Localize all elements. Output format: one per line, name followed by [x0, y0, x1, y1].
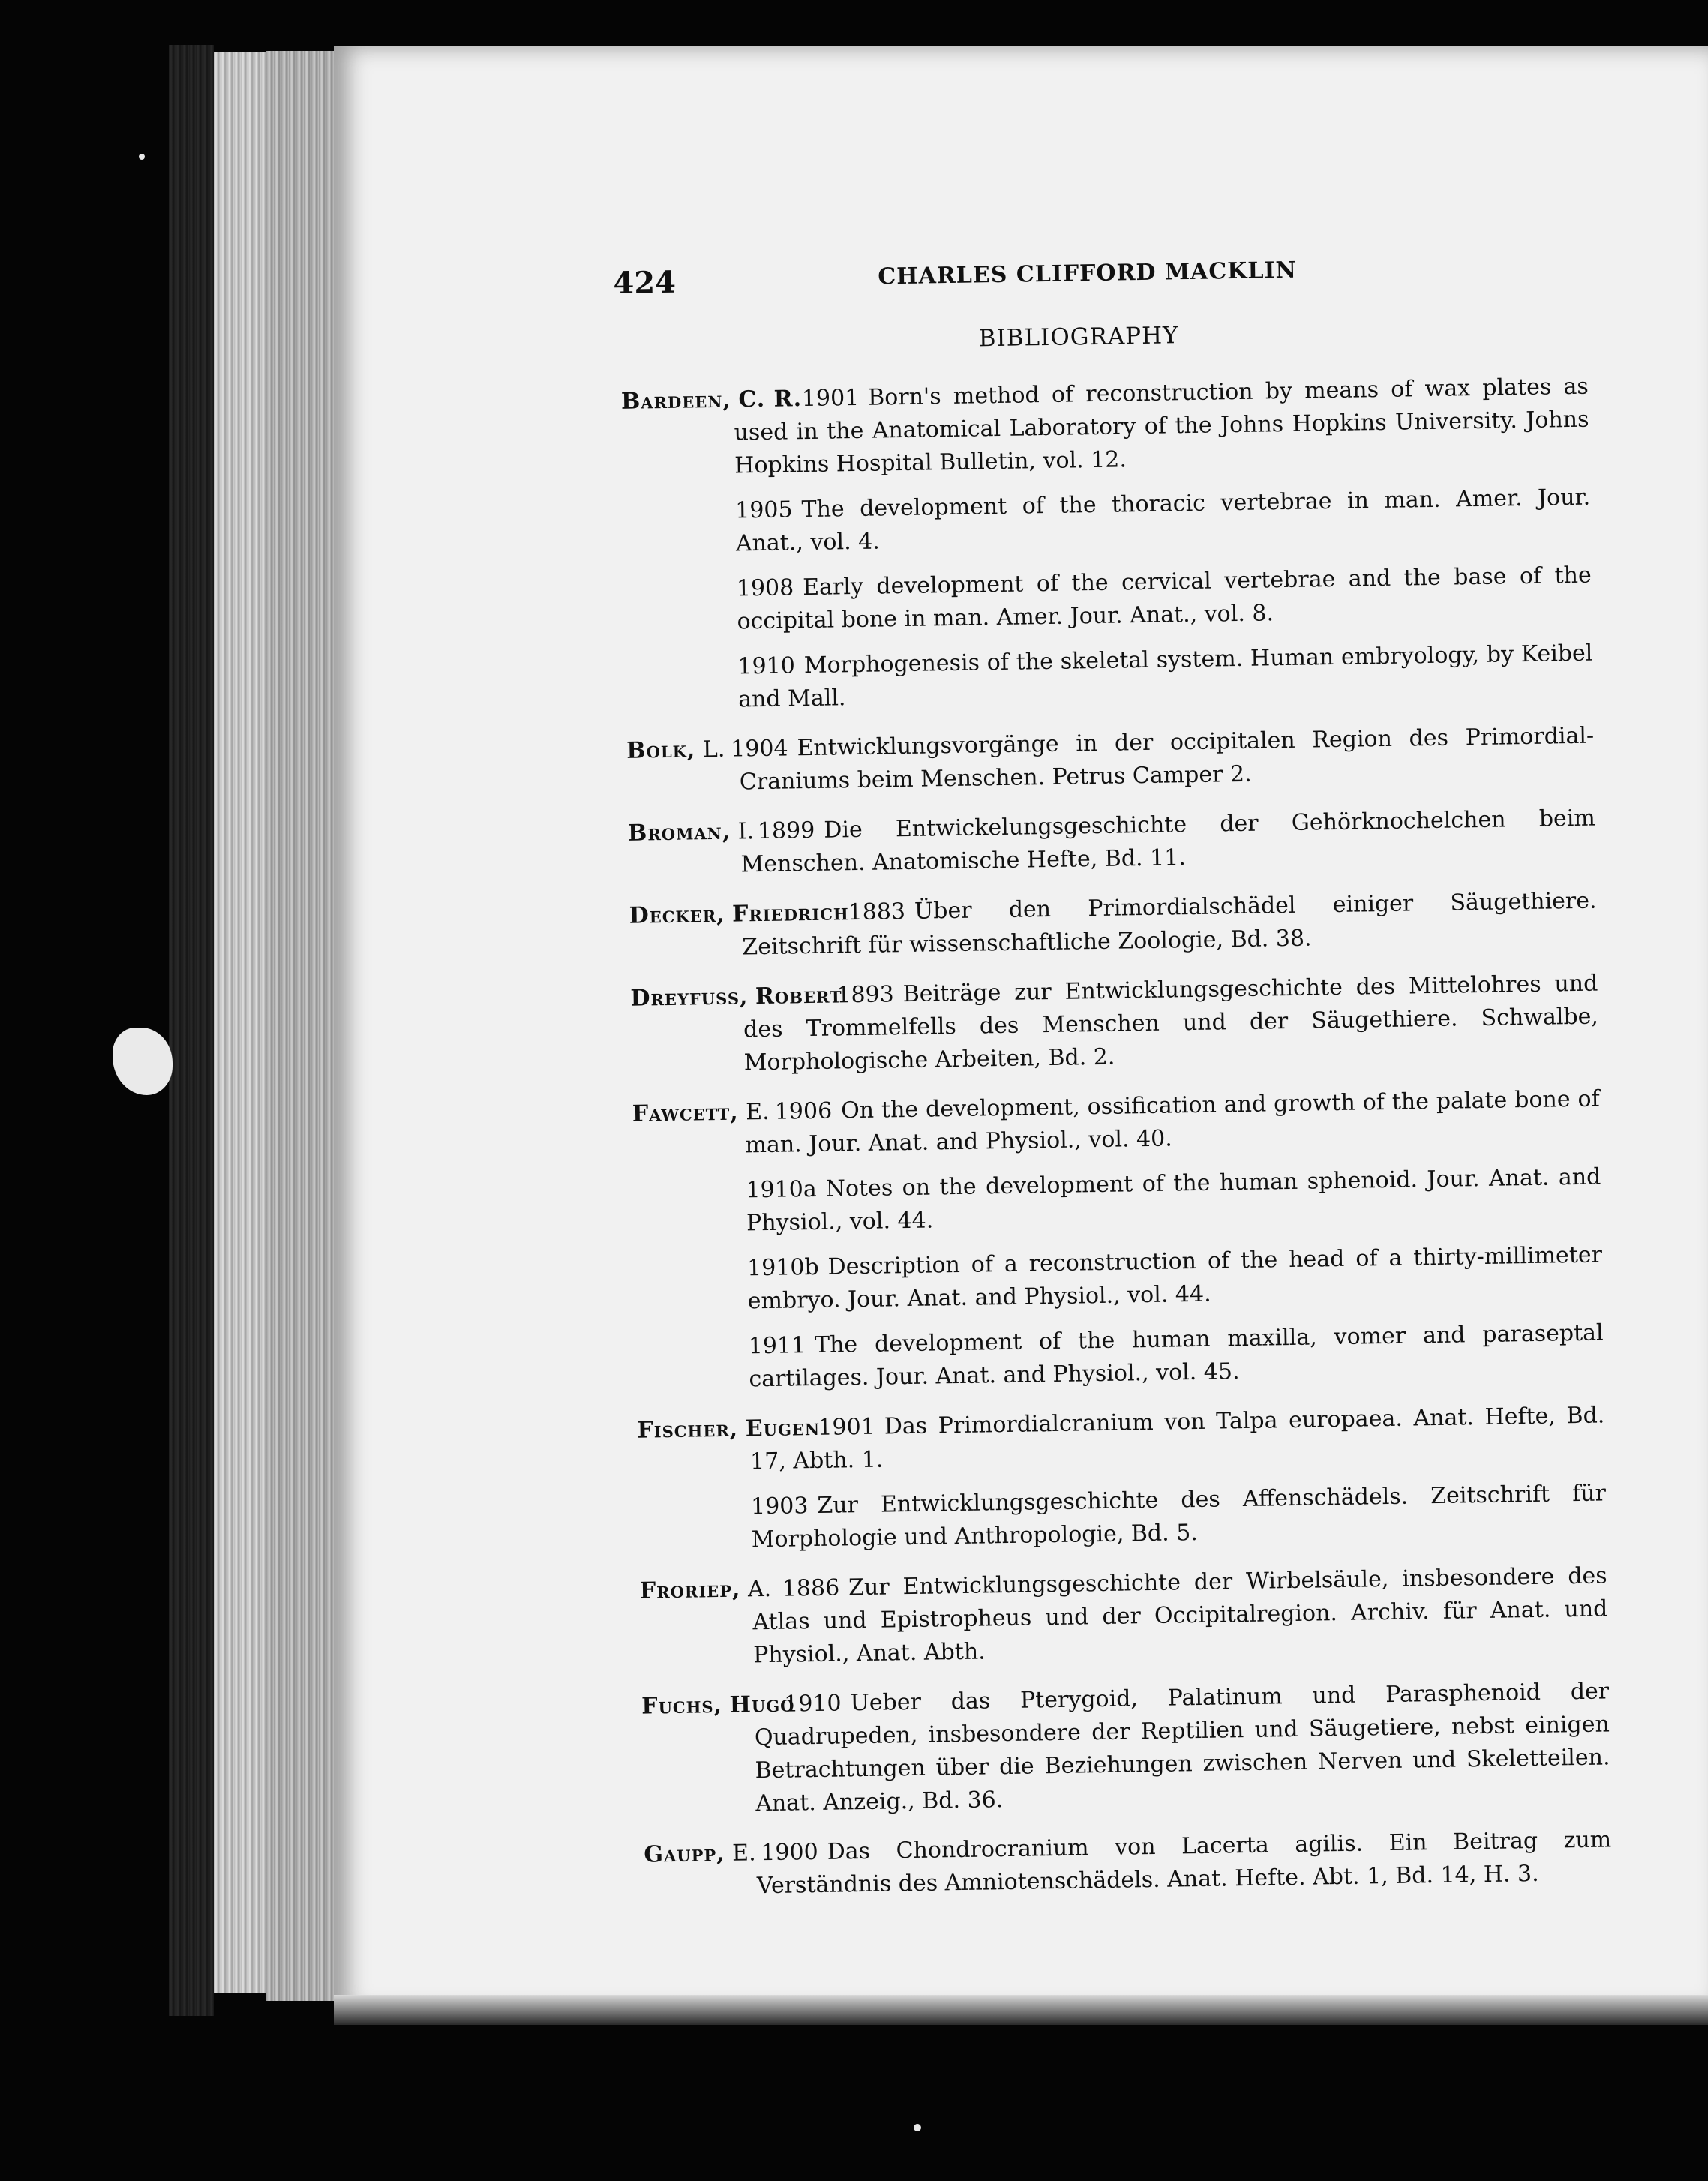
- work-year: 1905: [734, 496, 793, 524]
- author-given-name: C. R.: [738, 386, 803, 413]
- bibliography-entry: [621, 370, 1594, 718]
- bibliography-entry: [637, 1399, 1607, 1558]
- work-citation: The development of the human maxilla, vomer and paraseptal cartilages. Jour. Anat. and Physiol., vol. 45.: [749, 1319, 1604, 1393]
- bibliography-entry: [641, 1675, 1611, 1822]
- bibliography-entry: [628, 802, 1596, 884]
- author-given-name: L.: [702, 736, 725, 764]
- author-surname: Fawcett,: [632, 1099, 739, 1127]
- work-year: 1910: [783, 1690, 842, 1718]
- page-number: 424: [613, 264, 677, 302]
- bibliography-work: [625, 638, 1593, 718]
- work-citation: Notes on the development of the human sphenoid. Jour. Anat. and Physiol., vol. 44.: [746, 1163, 1601, 1237]
- entry-author-block: [629, 896, 849, 933]
- bibliography-entry: [630, 968, 1599, 1082]
- work-citation: Das Chondrocranium von Lacerta agilis. Ein Beitrag zum Verständnis des Amniotenschädels. Anat. Hefte. Abt. 1, Bd. 14, H. 3.: [756, 1826, 1612, 1900]
- work-year: 1903: [750, 1492, 809, 1520]
- author-given-name: I.: [737, 818, 755, 845]
- work-citation: The development of the thoracic vertebrae in man. Amer. Jour. Anat., vol. 4.: [735, 484, 1591, 557]
- work-year: 1910a: [746, 1175, 817, 1204]
- author-given-name: E.: [745, 1098, 770, 1126]
- work-citation: Beiträge zur Entwicklungsgeschichte des Mittelohres und des Trommelfells des Menschen und der Säugethiere. Schwalbe, Morphologische Arbeiten, Bd. 2.: [743, 970, 1599, 1076]
- entry-author-block: [632, 1096, 770, 1131]
- work-citation: Die Entwickelungsgeschichte der Gehörknochelchen beim Menschen. Anatomische Hefte, Bd. 11.: [740, 805, 1596, 878]
- bibliography-work: [632, 1083, 1601, 1164]
- bibliography-entry: [639, 1559, 1608, 1673]
- work-citation: Entwicklungsvorgänge in der occipitalen Region des Primordial-Craniums beim Menschen. Petrus Camper 2.: [739, 722, 1595, 796]
- bibliography-work: [639, 1559, 1608, 1673]
- work-year: 1910: [737, 652, 796, 680]
- work-citation: Ueber das Pterygoid, Palatinum und Parasphenoid der Quadrupeden, insbesondere der Reptilien und Säugetiere, nebst einigen Betrachtungen über die Beziehungen zwischen Nerven und Skeletteilen. Anat. Anzeig., Bd. 36.: [754, 1678, 1610, 1817]
- bibliography-list: [621, 370, 1613, 1922]
- bibliography-work: [638, 1477, 1607, 1558]
- author-given-name: A.: [747, 1575, 772, 1603]
- work-citation: Zur Entwicklungsgeschichte der Wirbelsäule, insbesondere des Atlas und Epistropheus und der Occipitalregion. Archiv. für Anat. und Physiol., Anat. Abth.: [752, 1562, 1608, 1669]
- entry-author-block: [644, 1837, 756, 1871]
- bibliography-work: [635, 1238, 1603, 1319]
- author-surname: Bardeen,: [620, 386, 732, 415]
- bibliography-work: [635, 1316, 1604, 1397]
- bibliography-work: [633, 1161, 1601, 1242]
- bibliography-work: [623, 482, 1591, 562]
- work-citation: Born's method of reconstruction by means of wax plates as used in the Anatomical Laboratory of the Johns Hopkins University. Johns Hopkins Hospital Bulletin, vol. 12.: [734, 373, 1589, 479]
- work-citation: Über den Primordialschädel einiger Säugethiere. Zeitschrift für wissenschaftliche Zoologie, Bd. 38.: [742, 887, 1597, 961]
- work-year: 1900: [761, 1839, 818, 1867]
- author-surname: Gaupp,: [644, 1840, 725, 1868]
- entry-author-block: [626, 734, 725, 768]
- work-year: 1908: [736, 574, 794, 602]
- work-year: 1906: [774, 1097, 833, 1125]
- work-citation: On the development, ossification and growth of the palate bone of man. Jour. Anat. and Physiol., vol. 40.: [745, 1085, 1600, 1159]
- work-year: 1911: [748, 1332, 806, 1360]
- entry-author-block: [628, 815, 755, 850]
- work-year: 1904: [730, 735, 788, 763]
- bibliography-work: [644, 1823, 1612, 1904]
- bibliography-entry: [644, 1823, 1612, 1904]
- author-given-name: Hugo: [729, 1690, 795, 1718]
- work-citation: Early development of the cervical vertebrae and the base of the occipital bone in man. Amer. Jour. Anat., vol. 8.: [737, 562, 1592, 635]
- work-year: 1899: [757, 817, 815, 845]
- work-year: 1901: [818, 1413, 876, 1441]
- running-head: CHARLES CLIFFORD MACKLIN: [878, 256, 1298, 290]
- entry-author-block: [641, 1688, 795, 1723]
- work-citation: Morphogenesis of the skeletal system. Human embryology, by Keibel and Mall.: [737, 640, 1593, 713]
- work-citation: Zur Entwicklungsgeschichte des Affenschädels. Zeitschrift für Morphologie und Anthropologie, Bd. 5.: [751, 1480, 1607, 1553]
- work-year: 1910b: [746, 1253, 819, 1282]
- work-year: 1901: [801, 384, 860, 412]
- work-citation: Das Primordialcranium von Talpa europaea. Anat. Hefte, Bd. 17, Abth. 1.: [749, 1402, 1605, 1475]
- bibliography-entry: [632, 1083, 1604, 1398]
- work-year: 1893: [836, 981, 895, 1009]
- author-given-name: Friedrich: [731, 899, 849, 928]
- author-given-name: Eugen: [745, 1414, 821, 1442]
- author-surname: Fischer,: [637, 1415, 739, 1444]
- section-title: BIBLIOGRAPHY: [978, 322, 1179, 352]
- entry-author-block: [621, 382, 803, 418]
- author-surname: Bolk,: [626, 736, 696, 764]
- author-surname: Fuchs,: [641, 1691, 723, 1720]
- entry-author-block: [639, 1573, 771, 1608]
- entry-author-block: [637, 1412, 820, 1448]
- author-surname: Broman,: [627, 818, 731, 847]
- author-surname: Decker,: [629, 901, 725, 929]
- author-surname: Dreyfuss,: [630, 983, 749, 1012]
- bibliography-work: [626, 720, 1595, 801]
- bibliography-entry: [629, 885, 1597, 966]
- entry-author-block: [630, 979, 842, 1015]
- work-year: 1886: [782, 1574, 840, 1602]
- author-surname: Froriep,: [639, 1576, 741, 1604]
- bibliography-entry: [626, 720, 1595, 801]
- work-citation: Description of a reconstruction of the head of a thirty-millimeter embryo. Jour. Anat. and Physiol., vol. 44.: [747, 1241, 1603, 1315]
- author-given-name: Robert: [755, 982, 842, 1010]
- bibliography-work: [624, 560, 1592, 640]
- bibliography-work: [628, 802, 1596, 884]
- author-given-name: E.: [731, 1840, 756, 1867]
- work-year: 1883: [848, 898, 906, 926]
